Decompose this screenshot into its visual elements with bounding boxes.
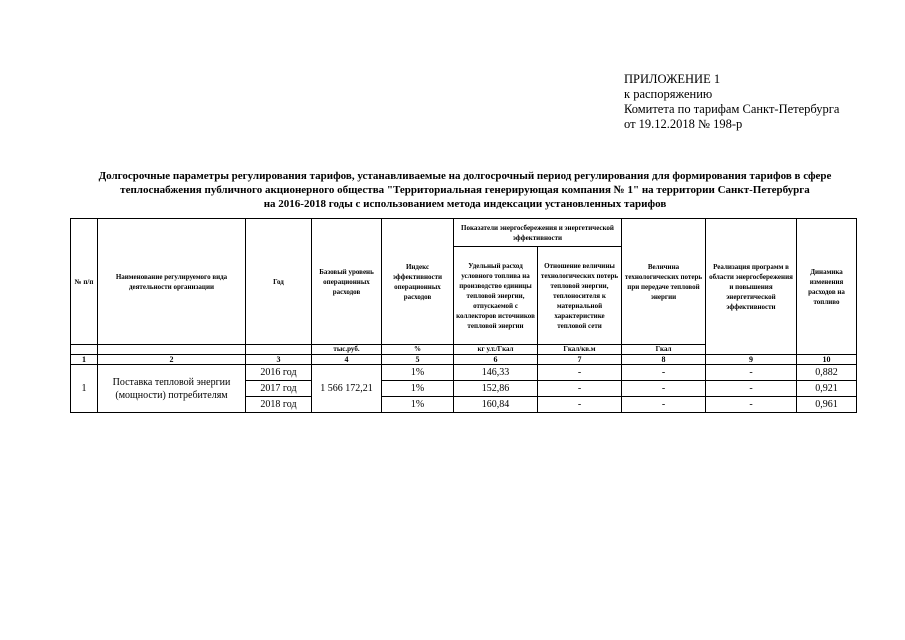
row-activity: Поставка тепловой энергии (мощности) потребителям — [98, 365, 246, 413]
unit-num — [71, 345, 98, 355]
appendix-committee: Комитета по тарифам Санкт-Петербурга — [624, 102, 840, 116]
title-line-2: теплоснабжения публичного акционерного общества "Территориальная генерирующая компания № 1" на территории Санкт-Петербурга — [120, 184, 810, 196]
header-specific-fuel: Удельный расход условного топлива на производство единицы тепловой энергии, отпускаемой с коллекторов источников тепловой энергии — [454, 247, 538, 345]
unit-activity — [98, 345, 246, 355]
row-index: 1% — [382, 397, 454, 413]
header-year: Год — [246, 219, 312, 345]
appendix-date: от 19.12.2018 № 198-р — [624, 117, 743, 131]
unit-efficiency-index: % — [382, 345, 454, 355]
header-loss-ratio: Отношение величины технологических потерь тепловой энергии, теплоносителя к материальной характеристике тепловой сети — [538, 247, 622, 345]
unit-specific-fuel: кг у.т./Гкал — [454, 345, 538, 355]
table-row — [71, 365, 857, 381]
header-loss-value: Величина технологических потерь при передаче тепловой энергии — [622, 219, 706, 345]
appendix-block — [624, 72, 839, 132]
unit-year — [246, 345, 312, 355]
header-activity: Наименование регулируемого вида деятельности организации — [98, 219, 246, 345]
row-loss-ratio: - — [538, 381, 622, 397]
row-programs: - — [706, 397, 797, 413]
unit-loss-ratio: Гкал/кв.м — [538, 345, 622, 355]
row-loss-value: - — [622, 381, 706, 397]
row-index: 1% — [382, 365, 454, 381]
unit-loss-value: Гкал — [622, 345, 706, 355]
col-number: 1 — [71, 355, 98, 365]
col-number: 10 — [797, 355, 857, 365]
row-fuel: 146,33 — [454, 365, 538, 381]
row-dynamics: 0,921 — [797, 381, 857, 397]
header-programs: Реализация программ в области энергосбережения и повышения энергетической эффективности — [706, 219, 797, 355]
row-programs: - — [706, 365, 797, 381]
header-energy-group: Показатели энергосбережения и энергетической эффективности — [454, 219, 622, 247]
appendix-title: ПРИЛОЖЕНИЕ 1 — [624, 72, 721, 86]
row-dynamics: 0,961 — [797, 397, 857, 413]
row-base-costs: 1 566 172,21 — [312, 365, 382, 413]
row-programs: - — [706, 381, 797, 397]
document-title — [60, 169, 870, 211]
col-number: 4 — [312, 355, 382, 365]
appendix-order: к распоряжению — [624, 87, 713, 101]
row-num: 1 — [71, 365, 98, 413]
header-efficiency-index: Индекс эффективности операционных расходов — [382, 219, 454, 345]
header-base-costs: Базовый уровень операционных расходов — [312, 219, 382, 345]
row-loss-value: - — [622, 365, 706, 381]
row-fuel: 160,84 — [454, 397, 538, 413]
header-num: № п/п — [71, 219, 98, 345]
title-line-3: на 2016-2018 годы с использованием метода индексации установленных тарифов — [263, 198, 667, 210]
row-index: 1% — [382, 381, 454, 397]
col-number: 6 — [454, 355, 538, 365]
col-number: 5 — [382, 355, 454, 365]
row-dynamics: 0,882 — [797, 365, 857, 381]
col-number: 8 — [622, 355, 706, 365]
row-loss-value: - — [622, 397, 706, 413]
unit-base-costs: тыс.руб. — [312, 345, 382, 355]
row-loss-ratio: - — [538, 365, 622, 381]
header-fuel-dynamics: Динамика изменения расходов на топливо — [797, 219, 857, 355]
row-year: 2018 год — [246, 397, 312, 413]
row-loss-ratio: - — [538, 397, 622, 413]
col-number: 9 — [706, 355, 797, 365]
row-year: 2016 год — [246, 365, 312, 381]
col-number: 2 — [98, 355, 246, 365]
row-year: 2017 год — [246, 381, 312, 397]
col-number: 7 — [538, 355, 622, 365]
title-line-1: Долгосрочные параметры регулирования тарифов, устанавливаемые на долгосрочный период регулирования для формирования тарифов в сфере — [98, 170, 832, 182]
parameters-table — [70, 218, 857, 413]
col-number: 3 — [246, 355, 312, 365]
row-fuel: 152,86 — [454, 381, 538, 397]
